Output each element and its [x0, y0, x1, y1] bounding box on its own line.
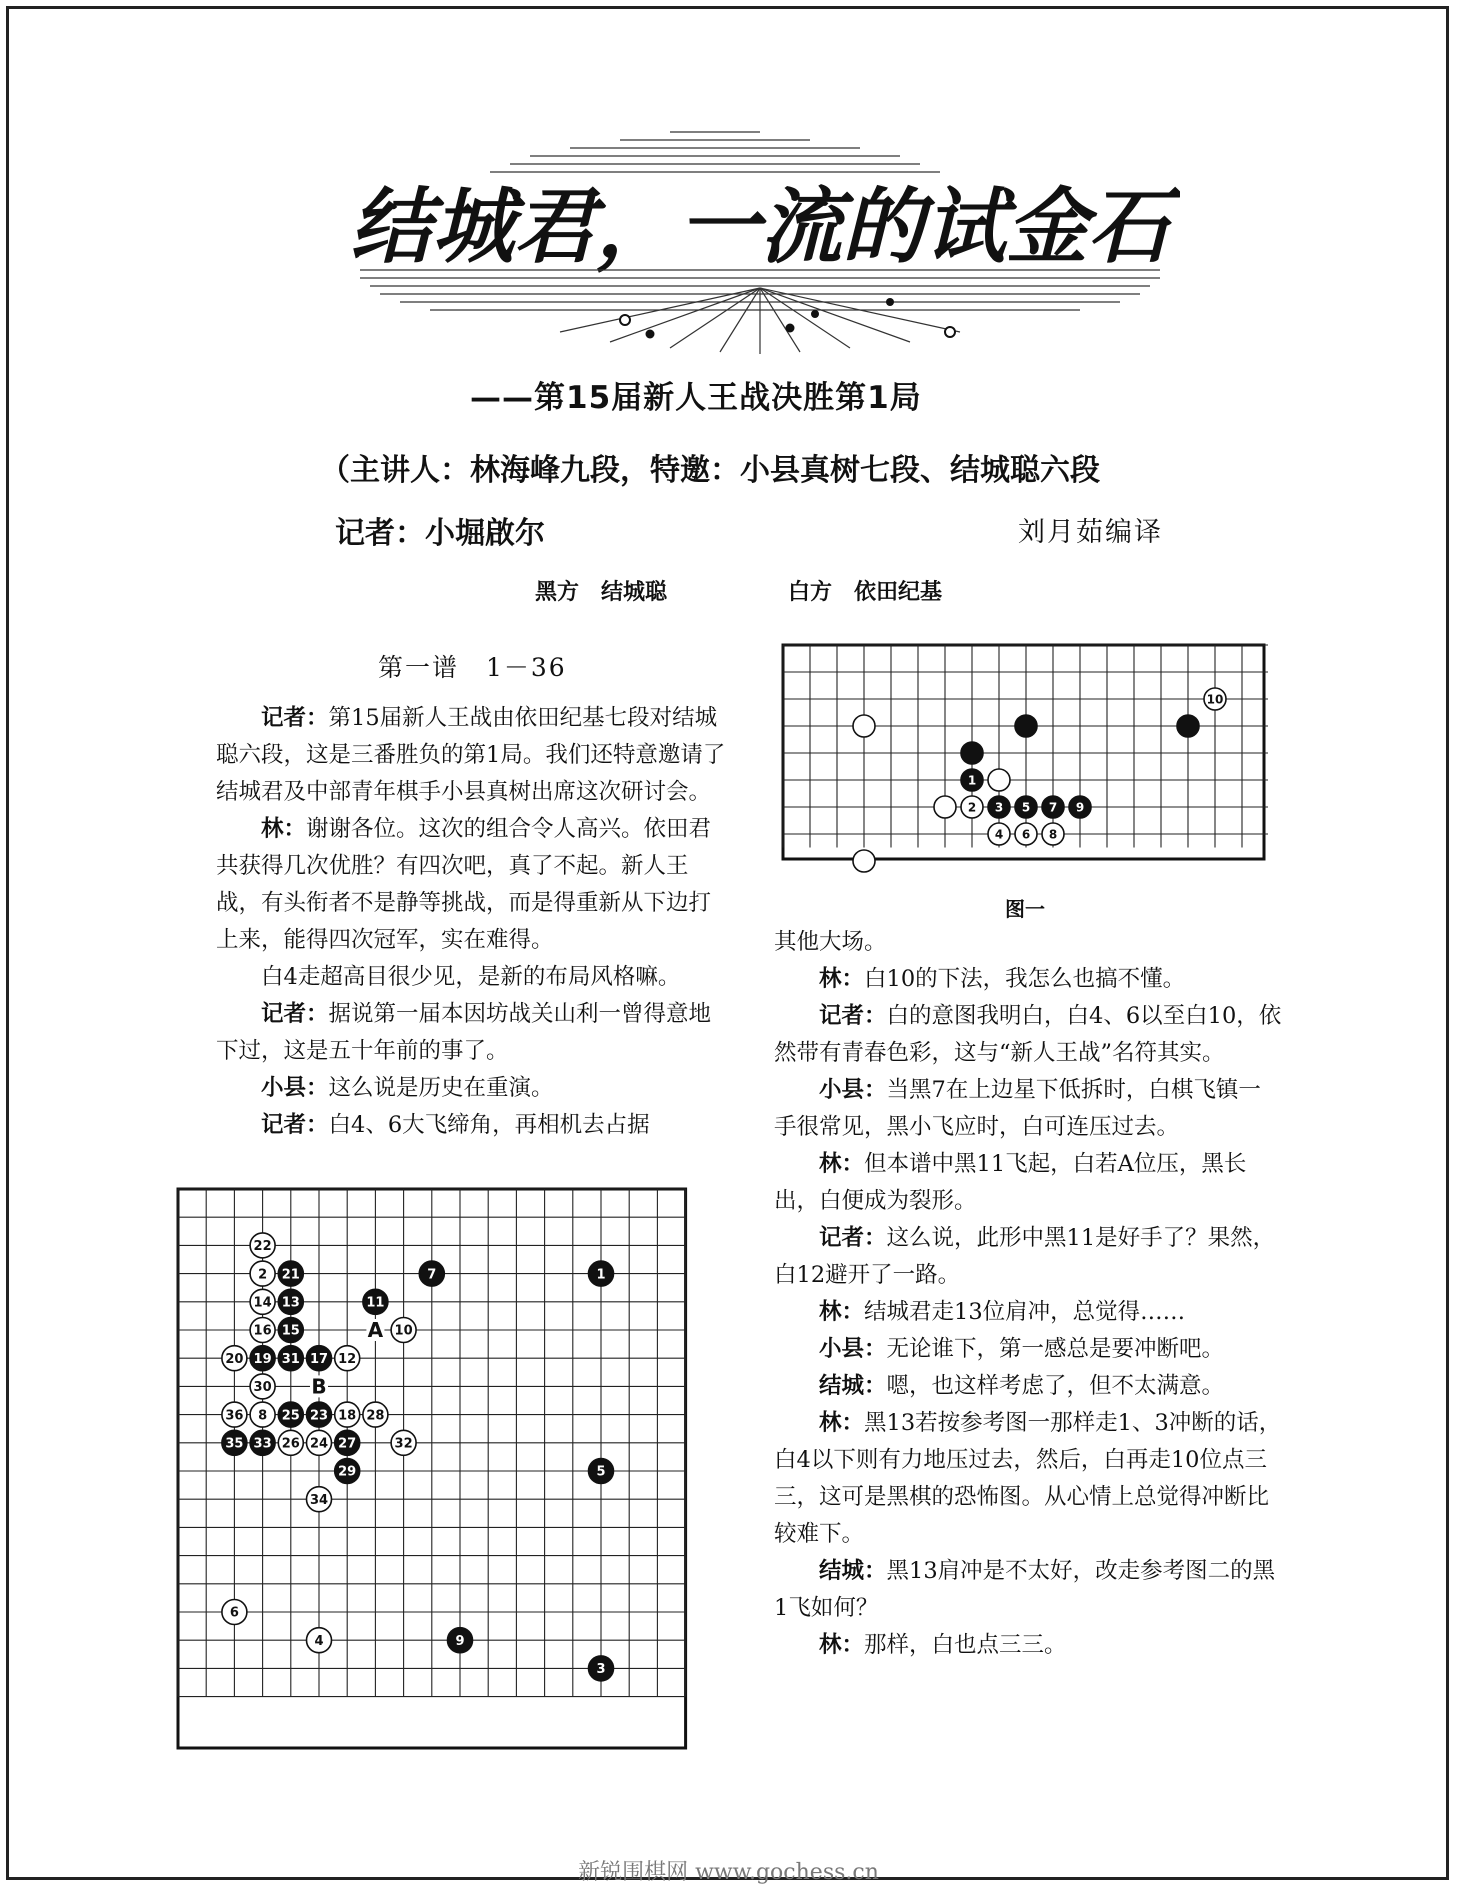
paragraph [774, 961, 1282, 998]
move-number: 29 [338, 1464, 357, 1480]
move-number: 25 [281, 1408, 300, 1424]
paragraph [216, 811, 728, 959]
figure-caption: 图一 [1005, 897, 1045, 921]
white-stone [250, 1261, 275, 1286]
footer-watermark: 新锐围棋网 www.gochess.cn [578, 1860, 879, 1885]
move-number: 3 [596, 1662, 606, 1678]
move-number: 19 [253, 1351, 272, 1367]
black-stone [335, 1459, 360, 1484]
speaker-label: 结城： [819, 1373, 887, 1399]
black-stone [589, 1459, 614, 1484]
speaker-label: 记者： [261, 1001, 329, 1027]
paragraph-text: 那样，白也点三三。 [864, 1632, 1067, 1658]
black-stone [961, 742, 983, 764]
move-number: 1 [596, 1267, 606, 1283]
black-stone [1069, 796, 1091, 818]
move-number: 23 [309, 1408, 329, 1424]
black-stone [335, 1430, 360, 1455]
move-number: 5 [1021, 800, 1031, 815]
black-stone [1042, 796, 1064, 818]
paragraph [774, 1368, 1282, 1405]
paragraph-text: 白4、6大飞缔角，再相机去占据 [328, 1112, 650, 1138]
white-stone [250, 1402, 275, 1427]
move-number: 1 [967, 773, 977, 788]
white-stone [961, 796, 983, 818]
paragraph-text: 但本谱中黑11飞起，白若A位压，黑长出，白便成为裂形。 [774, 1151, 1247, 1214]
paragraph [774, 1627, 1282, 1664]
paragraph [216, 1107, 728, 1144]
move-number: 10 [1206, 692, 1224, 707]
white-stone [1204, 688, 1226, 710]
paragraph-text: 黑13肩冲是不太好，改走参考图二的黑1飞如何？ [774, 1558, 1276, 1621]
paragraph [774, 1405, 1282, 1553]
title-dot [646, 330, 655, 339]
white-stone [250, 1318, 275, 1343]
speaker-label: 林： [261, 816, 307, 842]
white-stone [307, 1628, 332, 1653]
white-stone [1015, 823, 1037, 845]
move-number: 16 [253, 1323, 272, 1339]
move-number: 18 [338, 1408, 357, 1424]
speaker-label: 林： [819, 1632, 865, 1658]
paragraph [774, 1072, 1282, 1146]
paragraph [774, 1220, 1282, 1294]
move-number: 24 [309, 1436, 329, 1452]
black-stone [222, 1430, 247, 1455]
black-stone [1015, 715, 1037, 737]
white-stone [278, 1430, 303, 1455]
move-number: 7 [427, 1267, 437, 1283]
white-stone [335, 1346, 360, 1371]
white-stone [853, 850, 875, 872]
white-stone [934, 796, 956, 818]
move-number: 8 [258, 1408, 268, 1424]
move-number: 33 [253, 1436, 272, 1452]
black-stone [278, 1289, 303, 1314]
black-stone [589, 1656, 614, 1681]
paragraph-text: 其他大场。 [774, 929, 887, 955]
paragraph-text: 这么说，此形中黑11是好手了？果然，白12避开了一路。 [774, 1225, 1276, 1288]
white-stone [222, 1346, 247, 1371]
title-calligraphy: 结城君，一流的试金石 [350, 180, 1170, 275]
subtitle: ——第15届新人王战决胜第1局 [470, 380, 922, 416]
move-number: 2 [967, 800, 977, 815]
speakers-line: （主讲人：林海峰九段，特邀：小县真树七段、结城聪六段 [320, 453, 1100, 488]
black-stone [961, 769, 983, 791]
move-number: 32 [394, 1436, 413, 1452]
white-stone [853, 715, 875, 737]
move-number: 7 [1048, 800, 1058, 815]
paragraph [216, 1070, 728, 1107]
paragraph-text: 谢谢各位。这次的组合令人高兴。依田君共获得几次优胜？有四次吧，真了不起。新人王战，有头衔者不是静等挑战，而是得重新从下边打上来，能得四次冠军，实在难得。 [216, 816, 712, 953]
translator-credit: 刘月茹编译 [1018, 517, 1163, 548]
board-point-label: B [311, 1374, 327, 1399]
white-stone [222, 1402, 247, 1427]
black-stone [363, 1289, 388, 1314]
move-number: 27 [338, 1436, 357, 1452]
move-number: 10 [394, 1323, 413, 1339]
black-stone [589, 1261, 614, 1286]
white-stone [250, 1289, 275, 1314]
paragraph-text: 据说第一届本因坊战关山利一曾得意地下过，这是五十年前的事了。 [216, 1001, 712, 1064]
speaker-label: 记者： [261, 705, 329, 731]
paragraph-text: 当黑7在上边星下低拆时，白棋飞镇一手很常见，黑小飞应时，白可连压过去。 [774, 1077, 1261, 1140]
title-dot [945, 327, 955, 337]
move-number: 26 [281, 1436, 300, 1452]
move-number: 22 [253, 1239, 272, 1255]
move-number: 34 [309, 1492, 329, 1508]
white-stone [250, 1374, 275, 1399]
move-number: 11 [366, 1295, 385, 1311]
move-number: 20 [225, 1351, 244, 1367]
paragraph [774, 1553, 1282, 1627]
speaker-label: 林： [819, 1299, 865, 1325]
paragraph [774, 998, 1282, 1072]
paragraph-text: 结城君走13位肩冲，总觉得…… [864, 1299, 1186, 1325]
black-stone [278, 1402, 303, 1427]
move-number: 14 [253, 1295, 272, 1311]
title-art [340, 120, 1180, 360]
black-stone [250, 1346, 275, 1371]
title-rule-lines-top [490, 132, 940, 172]
speaker-label: 记者： [261, 1112, 329, 1138]
figure-1-board [778, 640, 1268, 880]
paragraph [774, 1294, 1282, 1331]
black-stone [250, 1430, 275, 1455]
move-number: 30 [253, 1380, 272, 1396]
paragraph-text: 嗯，也这样考虑了，但不太满意。 [886, 1373, 1225, 1399]
move-number: 13 [281, 1295, 300, 1311]
paragraph [774, 1331, 1282, 1368]
move-number: 4 [994, 827, 1004, 842]
paragraph-text: 无论谁下，第一感总是要冲断吧。 [886, 1336, 1225, 1362]
white-stone [222, 1600, 247, 1625]
right-text-column [774, 924, 1282, 1664]
move-number: 5 [596, 1464, 606, 1480]
black-stone [278, 1318, 303, 1343]
white-stone [988, 823, 1010, 845]
paragraph-text: 第15届新人王战由依田纪基七段对结城聪六段，这是三番胜负的第1局。我们还特意邀请了结城君及中部青年棋手小县真树出席这次研讨会。 [216, 705, 726, 805]
white-stone [363, 1402, 388, 1427]
move-number: 35 [225, 1436, 244, 1452]
white-stone [391, 1318, 416, 1343]
speaker-label: 记者： [819, 1225, 887, 1251]
move-number: 12 [338, 1351, 357, 1367]
speaker-label: 小县： [819, 1336, 887, 1362]
title-dot [811, 310, 819, 318]
white-stone [391, 1430, 416, 1455]
paragraph-text: 白4走超高目很少见，是新的布局风格嘛。 [261, 964, 681, 990]
move-number: 6 [1021, 827, 1031, 842]
paragraph [216, 996, 728, 1070]
white-stone [307, 1430, 332, 1455]
main-game-board [172, 1183, 762, 1758]
black-stone [278, 1261, 303, 1286]
white-stone [1042, 823, 1064, 845]
black-stone [1177, 715, 1199, 737]
move-number: 9 [1075, 800, 1085, 815]
move-number: 4 [314, 1633, 324, 1649]
white-player: 白方 依田纪基 [788, 580, 943, 605]
speaker-label: 小县： [261, 1075, 329, 1101]
section-heading: 第一谱 1－36 [378, 653, 567, 682]
move-number: 17 [309, 1351, 329, 1367]
left-text-column [216, 700, 728, 1144]
move-number: 9 [455, 1633, 465, 1649]
speaker-label: 结城： [819, 1558, 887, 1584]
black-player: 黑方 结城聪 [535, 580, 668, 605]
paragraph [774, 1146, 1282, 1220]
black-stone [307, 1402, 332, 1427]
title-dot [886, 298, 894, 306]
speaker-label: 林： [819, 1151, 865, 1177]
black-stone [278, 1346, 303, 1371]
move-number: 31 [281, 1351, 300, 1367]
move-number: 3 [994, 800, 1004, 815]
title-dot [786, 324, 795, 333]
paragraph-text: 黑13若按参考图一那样走1、3冲断的话，白4以下则有力地压过去，然后，白再走10位点三三，这可是黑棋的恐怖图。从心情上总觉得冲断比较难下。 [774, 1410, 1282, 1547]
move-number: 36 [225, 1408, 244, 1424]
black-stone [307, 1346, 332, 1371]
move-number: 15 [281, 1323, 300, 1339]
paragraph-text: 这么说是历史在重演。 [328, 1075, 554, 1101]
move-number: 28 [366, 1408, 385, 1424]
move-number: 2 [258, 1267, 268, 1283]
title-rule-lines-bottom [360, 270, 1160, 354]
move-number: 6 [229, 1605, 239, 1621]
speaker-label: 林： [819, 966, 865, 992]
board-point-label: A [367, 1318, 384, 1342]
paragraph-text: 白10的下法，我怎么也搞不懂。 [864, 966, 1186, 992]
title-dot [620, 315, 630, 325]
paragraph [216, 959, 728, 996]
black-stone [448, 1628, 473, 1653]
speaker-label: 记者： [819, 1003, 887, 1029]
move-number: 21 [281, 1267, 300, 1283]
white-stone [988, 769, 1010, 791]
white-stone [307, 1487, 332, 1512]
paragraph-text: 白的意图我明白，白4、6以至白10，依然带有青春色彩，这与“新人王战”名符其实。 [774, 1003, 1282, 1066]
white-stone [335, 1402, 360, 1427]
paragraph [216, 700, 728, 811]
black-stone [988, 796, 1010, 818]
black-stone [1015, 796, 1037, 818]
speaker-label: 小县： [819, 1077, 887, 1103]
speaker-label: 林： [819, 1410, 865, 1436]
move-number: 8 [1048, 827, 1058, 842]
reporter-line: 记者：小堀啟尔 [335, 516, 545, 551]
black-stone [419, 1261, 444, 1286]
white-stone [250, 1233, 275, 1258]
paragraph [774, 924, 1282, 961]
